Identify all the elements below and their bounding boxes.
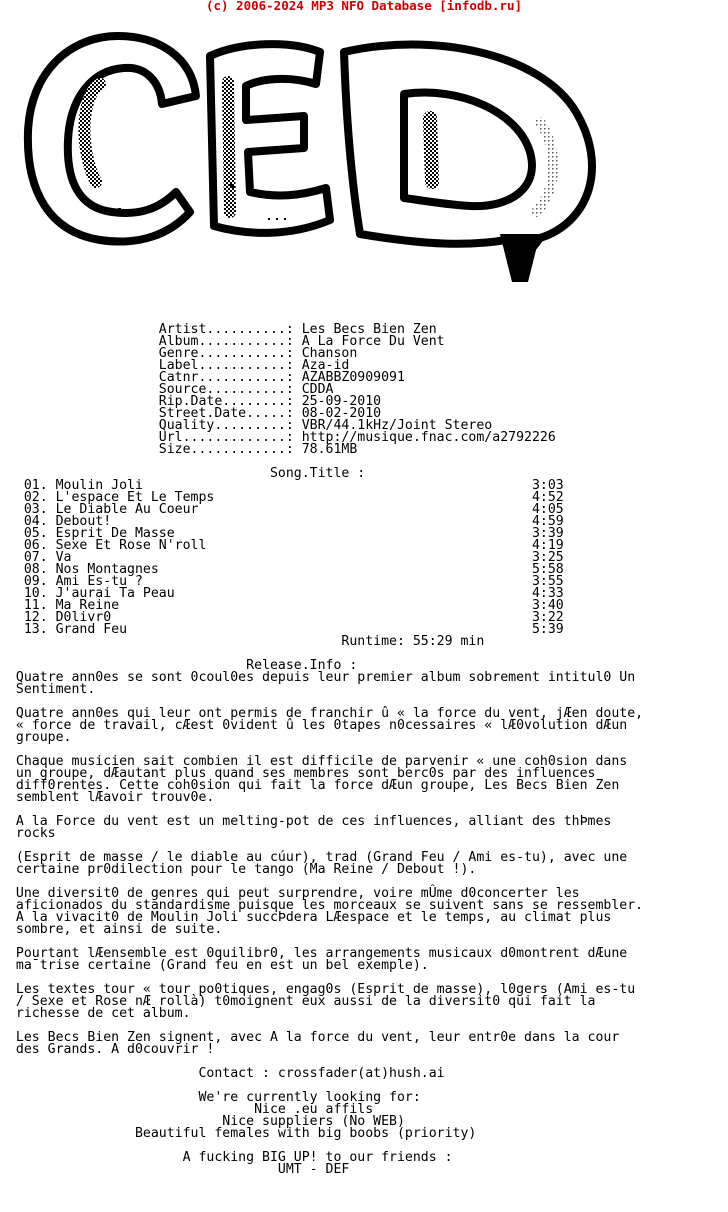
nfo-line: Les Becs Bien Zen signent, avec A la force du vent, leur entr0e dans la cour	[0, 1030, 620, 1045]
nfo-line: 09. Ami Es-tu ? 3:55	[0, 574, 564, 589]
nfo-line: Url.............: http://musique.fnac.com/a2792226	[0, 430, 556, 445]
nfo-line: 08. Nos Montagnes 5:58	[0, 562, 564, 577]
nfo-line: A la vivacit0 de Moulin Joli succÞdera LÆespace et le temps, au climat plus	[0, 910, 612, 925]
nfo-line: Contact : crossfader(at)hush.ai	[0, 1066, 445, 1081]
nfo-line: UMT - DEF	[0, 1162, 350, 1176]
nfo-line: Une diversit0 de genres qui peut surprendre, voire mÛme d0concerter les	[0, 886, 580, 901]
site-header: (c) 2006-2024 MP3 NFO Database [infodb.ru]	[205, 0, 523, 13]
nfo-line: Quatre ann0es se sont 0coul0es depuis leur premier album sobrement intitul0 Un	[0, 670, 636, 685]
nfo-line: Les textes tour « tour po0tiques, engag0s (Esprit de masse), l0gers (Ami es-tu	[0, 982, 636, 997]
nfo-line: rocks	[0, 826, 56, 841]
nfo-line: A fucking BIG UP! to our friends :	[0, 1150, 453, 1165]
nfo-line: diff0rentes. Cette coh0sion qui fait la force dÆun groupe, Les Becs Bien Zen	[0, 778, 620, 793]
nfo-line: 05. Esprit De Masse 3:39	[0, 526, 564, 541]
nfo-line: / Sexe et Rose nÆ rollà) t0moignent eux aussi de la diversit0 qui fait la	[0, 994, 596, 1009]
nfo-line: ma¯trise certaine (Grand feu en est un bel exemple).	[0, 958, 429, 973]
nfo-line: 11. Ma Reine 3:40	[0, 598, 564, 613]
nfo-line: un groupe, dÆautant plus quand ses membres sont berc0s par des influences	[0, 766, 596, 781]
nfo-line: 03. Le Diable Au Coeur 4:05	[0, 502, 564, 517]
nfo-line: Sentiment.	[0, 682, 96, 697]
nfo-line: « force de travail, cÆest 0vident û les 0tapes n0cessaires « lÆ0volution dÆun	[0, 718, 628, 733]
nfo-line: richesse de cet album.	[0, 1006, 191, 1021]
nfo-line: 04. Debout! 4:59	[0, 514, 564, 529]
nfo-line: Album...........: A La Force Du Vent	[0, 334, 445, 349]
nfo-line: Release.Info :	[0, 658, 358, 673]
nfo-line: Rip.Date........: 25-09-2010	[0, 394, 382, 409]
nfo-line: Song.Title :	[0, 466, 366, 481]
nfo-line: Chaque musicien sait combien il est difficile de parvenir « une coh0sion dans	[0, 754, 628, 769]
nfo-line: Beautiful females with big boobs (priority)	[0, 1126, 477, 1141]
nfo-line: A la Force du vent est un melting-pot de ces influences, alliant des thÞmes	[0, 814, 612, 829]
nfo-line: 06. Sexe Et Rose N'roll 4:19	[0, 538, 564, 553]
nfo-line: 02. L'espace Et Le Temps 4:52	[0, 490, 564, 505]
nfo-line: des Grands. A d0couvrir !	[0, 1042, 215, 1057]
nfo-line: aficionados du standardisme puisque les morceaux se suivent sans se ressembler.	[0, 898, 644, 913]
nfo-line: Pourtant lÆensemble est 0quilibr0, les arrangements musicaux d0montrent dÆune	[0, 946, 628, 961]
nfo-line: Nice suppliers (No WEB)	[0, 1114, 405, 1129]
nfo-line: sombre, et ainsi de suite.	[0, 922, 223, 937]
nfo-line: 07. Va 3:25	[0, 550, 564, 565]
nfo-line: 13. Grand Feu 5:39	[0, 622, 564, 637]
nfo-line: We're currently looking for:	[0, 1090, 421, 1105]
nfo-line: Artist..........: Les Becs Bien Zen	[0, 322, 437, 337]
ascii-logo-image	[0, 12, 728, 312]
nfo-line: Size............: 78.61MB	[0, 442, 358, 457]
nfo-line: semblent lÆavoir trouv0e.	[0, 790, 215, 805]
nfo-line: Runtime: 55:29 min	[0, 634, 485, 649]
nfo-line: Genre...........: Chanson	[0, 346, 358, 361]
nfo-line: 01. Moulin Joli 3:03	[0, 478, 564, 493]
nfo-line: Quatre ann0es qui leur ont permis de franchir û « la force du vent, jÆen doute,	[0, 706, 644, 721]
nfo-line: Nice .eu affils	[0, 1102, 374, 1117]
nfo-line: 12. D0livr0 3:22	[0, 610, 564, 625]
nfo-line: Label...........: Aza-id	[0, 358, 350, 373]
nfo-line: 10. J'aurai Ta Peau 4:33	[0, 586, 564, 601]
nfo-line: Street.Date.....: 08-02-2010	[0, 406, 382, 421]
nfo-line: Quality.........: VBR/44.1kHz/Joint Stereo	[0, 418, 493, 433]
nfo-line: groupe.	[0, 730, 72, 745]
nfo-line: (Esprit de masse / le diable au cúur), trad (Grand Feu / Ami es-tu), avec une	[0, 850, 628, 865]
nfo-line: certaine pr0dilection pour le tango (Ma Reine / Debout !).	[0, 862, 477, 877]
nfo-line: Source..........: CDDA	[0, 382, 334, 397]
nfo-text	[0, 312, 728, 1176]
nfo-line: Catnr...........: AZABBZ0909091	[0, 370, 405, 385]
